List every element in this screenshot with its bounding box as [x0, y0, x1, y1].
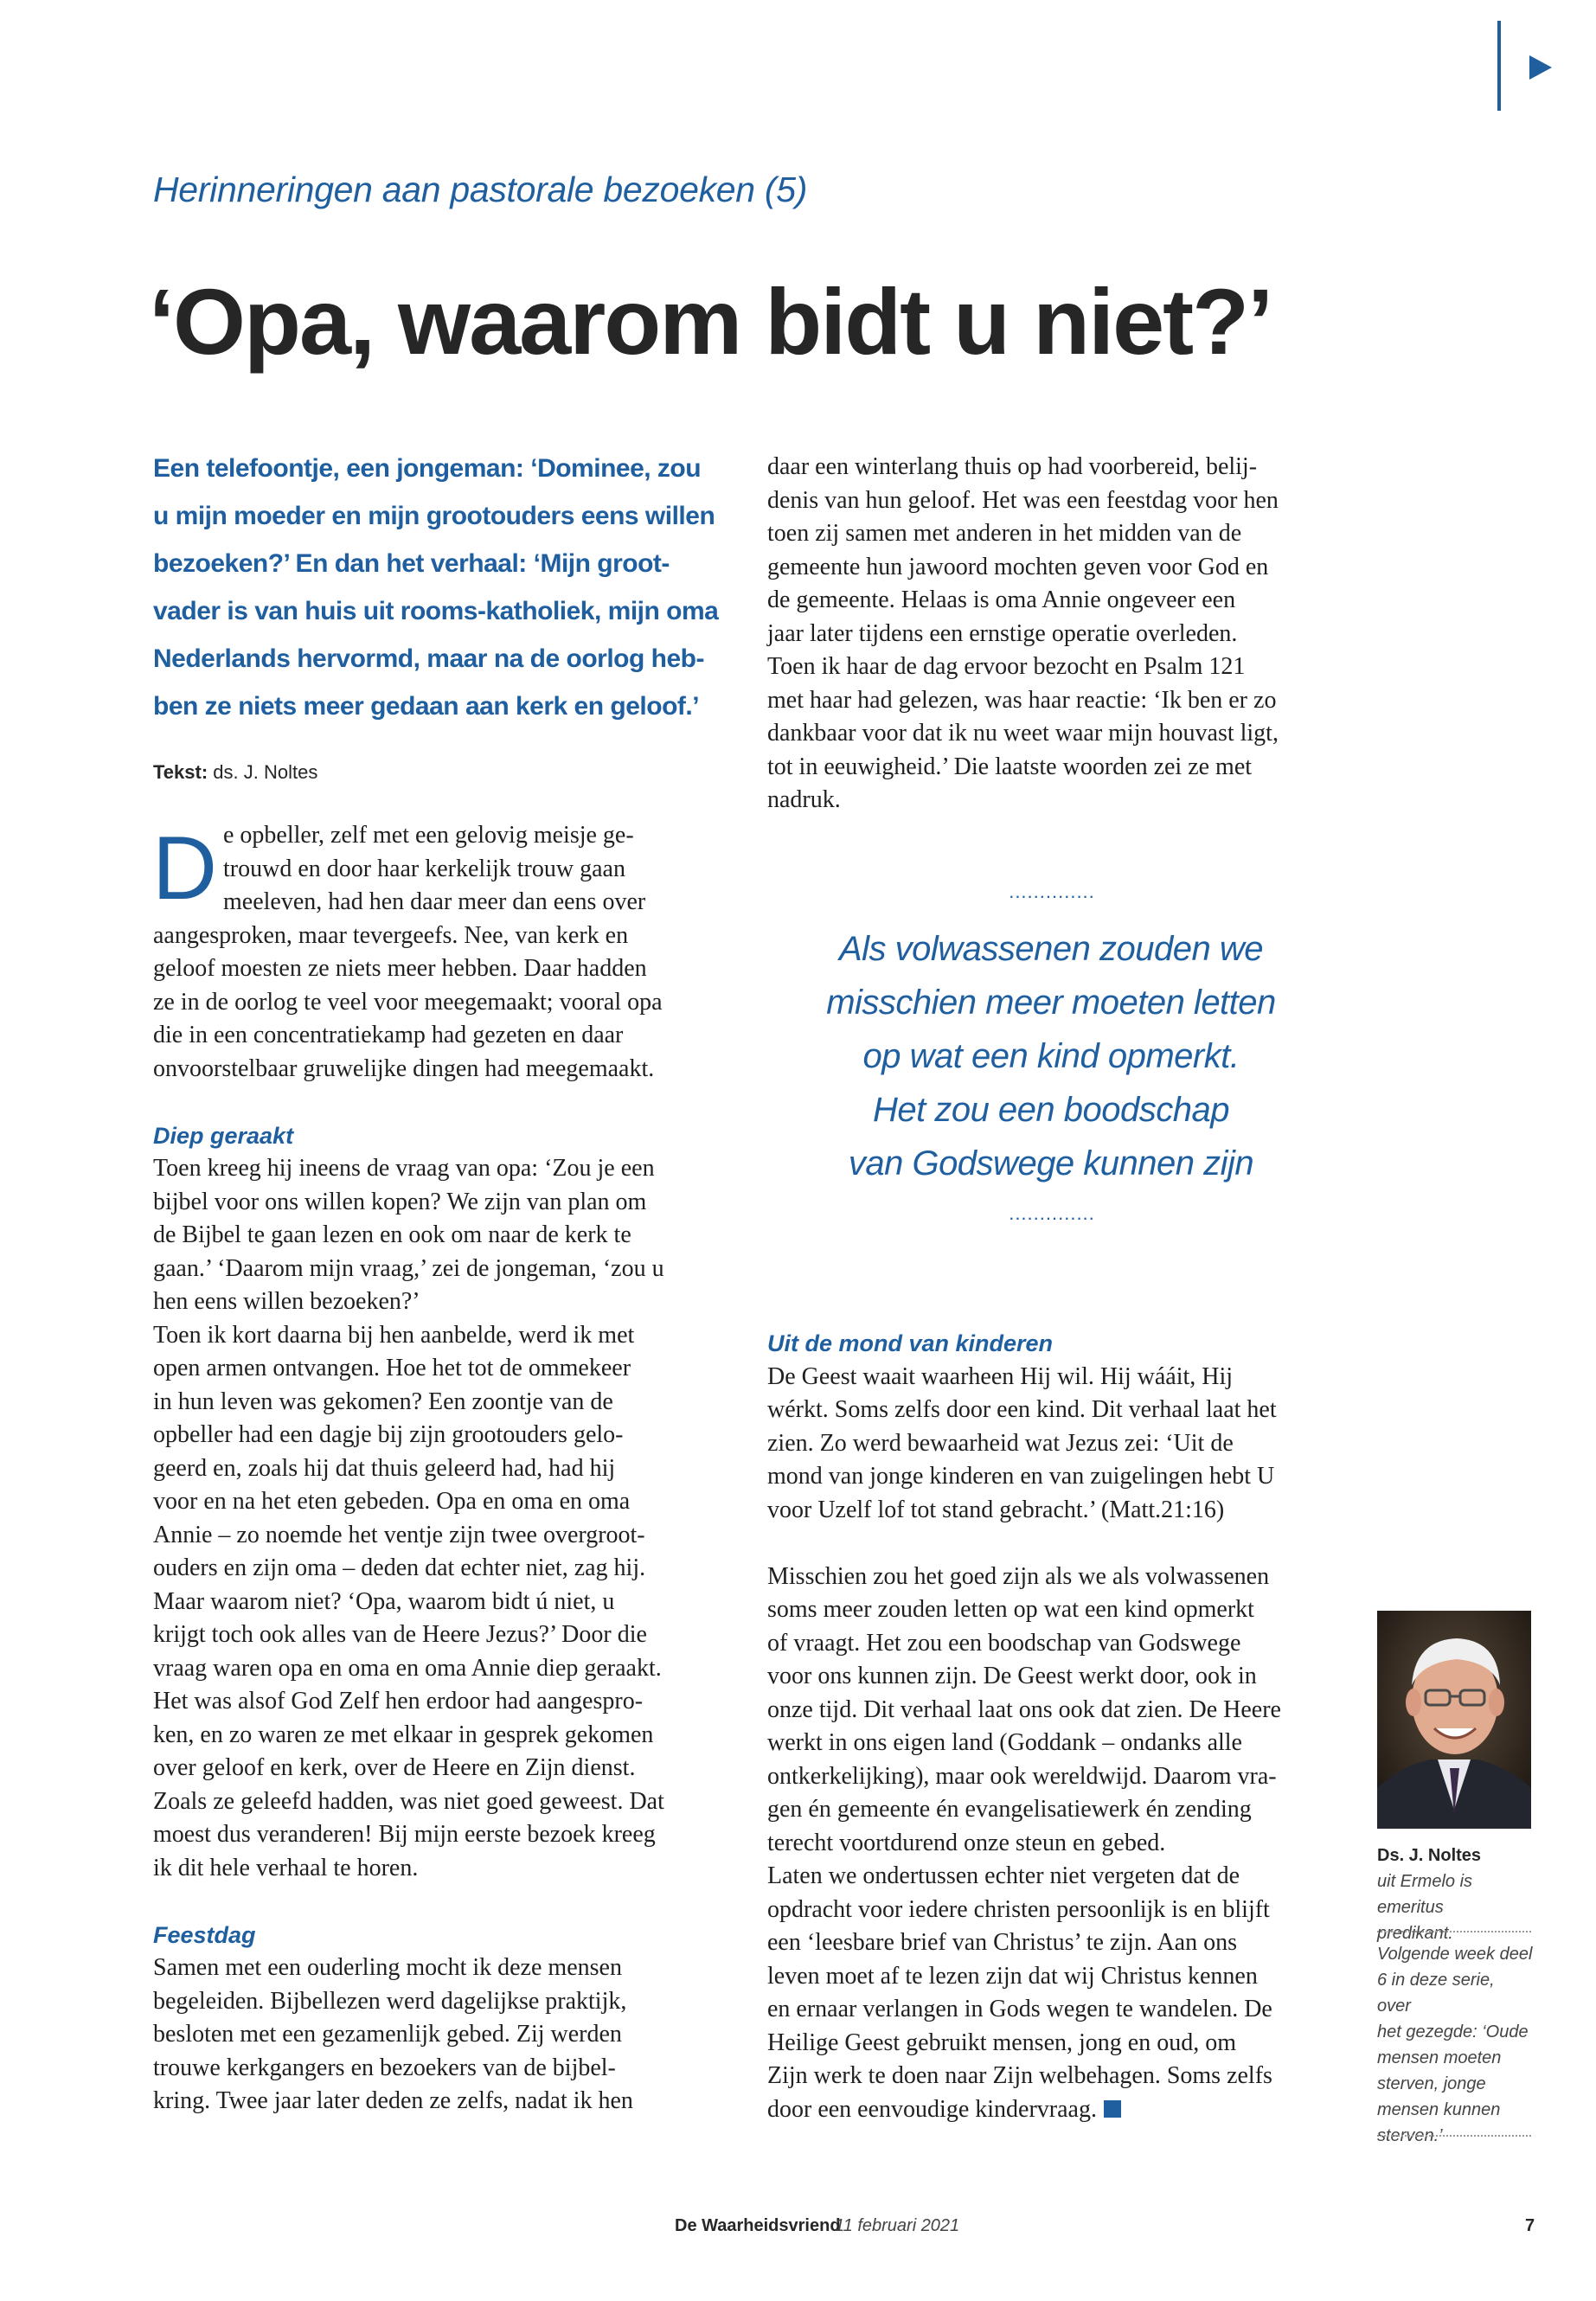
author-photo: [1377, 1611, 1531, 1829]
right-column-bottom: [767, 1327, 1281, 2126]
body-line: open armen ontvangen. Hoe het tot de ommekeer: [153, 1355, 631, 1381]
body-line: dankbaar voor dat ik nu weet waar mijn houvast ligt,: [767, 720, 1279, 747]
body-line: kring. Twee jaar later deden ze zelfs, nadat ik hen: [153, 2087, 633, 2114]
corner-rule: [1497, 21, 1501, 111]
next-week-line: sterven.’: [1377, 2126, 1443, 2145]
body-line: besloten met een gezamenlijk gebed. Zij werden: [153, 2021, 622, 2048]
subhead-uit-de-mond: Uit de mond van kinderen: [767, 1330, 1054, 1356]
body-line: met haar had gelezen, was haar reactie: ‘Ik ben er zo: [767, 686, 1277, 714]
body-line: gen én gemeente én evangelisatiewerk én zending: [767, 1796, 1252, 1823]
body-line: toen zij samen met anderen in het midden van de: [767, 520, 1242, 547]
body-line: en ernaar verlangen in Gods wegen te wandelen. De: [767, 1996, 1272, 2022]
body-line: gemeente hun jawoord mochten geven voor God en: [767, 553, 1269, 580]
body-line: voor en na het eten gebeden. Opa en oma en oma: [153, 1488, 631, 1515]
body-line: Laten we ondertussen echter niet vergeten dat de: [767, 1862, 1240, 1889]
author-bio-line: uit Ermelo is emeritus: [1377, 1872, 1473, 1917]
pullquote-dots-bottom: ..............: [1009, 1202, 1095, 1224]
body-line: hen eens willen bezoeken?’: [153, 1288, 420, 1315]
lead-line: bezoeken?’ En dan het verhaal: ‘Mijn groot-: [153, 549, 670, 578]
author-bio-line: predikant.: [1377, 1924, 1453, 1943]
pullquote-line: Het zou een boodschap: [872, 1091, 1230, 1129]
body-line: ken, en zo waren ze met elkaar in gesprek gekomen: [153, 1721, 654, 1748]
body-line: wérkt. Soms zelfs door een kind. Dit verhaal laat het: [767, 1396, 1277, 1423]
body-line: een ‘leesbare brief van Christus’ te zijn. Aan ons: [767, 1929, 1237, 1956]
author-name: Ds. J. Noltes: [1377, 1846, 1482, 1865]
article-title: ‘Opa, waarom bidt u niet?’: [149, 269, 1272, 374]
body-line-last: [767, 2093, 1281, 2127]
body-line: Het was alsof God Zelf hen erdoor had aangespro-: [153, 1688, 644, 1715]
pullquote-dots-top: ..............: [1009, 881, 1095, 902]
body-line: Samen met een ouderling mocht ik deze mensen: [153, 1954, 622, 1981]
body-line: zien. Zo werd bewaarheid wat Jezus zei: ‘Uit de: [767, 1429, 1234, 1457]
next-week-line: mensen kunnen: [1377, 2100, 1501, 2119]
body-line: voor Uzelf lof tot stand gebracht.’ (Matt.21:16): [767, 1496, 1225, 1523]
body-line: moest dus veranderen! Bij mijn eerste bezoek kreeg: [153, 1821, 656, 1848]
body-line: soms meer zouden letten op wat een kind opmerkt: [767, 1596, 1254, 1623]
body-line: De Geest waait waarheen Hij wil. Hij wááit, Hij: [767, 1362, 1234, 1390]
right-column-top: [767, 451, 1279, 817]
body-line: daar een winterlang thuis op had voorbereid, belij-: [767, 453, 1258, 480]
next-week-line: het gezegde: ‘Oude: [1377, 2022, 1529, 2041]
body-line: geerd en, zoals hij dat thuis geleerd had, had hij: [153, 1454, 616, 1482]
body-line: Misschien zou het goed zijn als we als volwassenen: [767, 1562, 1270, 1590]
body-line: krijgt toch ook alles van de Heere Jezus?’ Door die: [153, 1621, 647, 1648]
body-line: Zoals ze geleefd hadden, was niet goed geweest. Dat: [153, 1787, 664, 1815]
pullquote-line: Als volwassenen zouden we: [838, 930, 1264, 968]
pullquote-line: van Godswege kunnen zijn: [848, 1144, 1254, 1183]
body-line: opdracht voor iedere christen persoonlijk is en blijft: [767, 1895, 1270, 1923]
body-line: Annie – zo noemde het ventje zijn twee overgroot-: [153, 1521, 645, 1548]
body-line: mond van jonge kinderen en van zuigelingen hebt U: [767, 1463, 1275, 1490]
body-line: in hun leven was gekomen? Een zoontje van de: [153, 1388, 613, 1415]
body-line: de gemeente. Helaas is oma Annie ongeveer een: [767, 586, 1236, 613]
sidebar-divider-bottom: [1377, 2135, 1531, 2137]
body-line: Heilige Geest gebruikt mensen, jong en oud, om: [767, 2029, 1236, 2056]
sidebar-divider: [1377, 1931, 1531, 1932]
body-line: Toen kreeg hij ineens de vraag van opa: ‘Zou je een: [153, 1155, 655, 1182]
byline-label: Tekst:: [153, 761, 208, 783]
body-line: bijbel voor ons willen kopen? We zijn van plan om: [153, 1188, 647, 1215]
body-line: tot in eeuwigheid.’ Die laatste woorden zei ze met: [767, 753, 1253, 780]
lead-line: Nederlands hervormd, maar na de oorlog heb-: [153, 644, 704, 673]
lead-line: ben ze niets meer gedaan aan kerk en geloof.’: [153, 692, 700, 721]
body-line: voor ons kunnen zijn. De Geest werkt door, ook in: [767, 1663, 1257, 1689]
next-week-line: Volgende week deel: [1377, 1945, 1533, 1964]
next-week-note: [1377, 1941, 1533, 2149]
subhead-feestdag: Feestdag: [153, 1921, 256, 1948]
pullquote-line: op wat een kind opmerkt.: [862, 1037, 1240, 1075]
body-line: Toen ik kort daarna bij hen aanbelde, werd ik met: [153, 1321, 635, 1349]
body-line: leven moet af te lezen zijn dat wij Christus kennen: [767, 1962, 1258, 1990]
body-line: meeleven, had hen daar meer dan eens over: [223, 888, 646, 915]
body-line: trouwd en door haar kerkelijk trouw gaan: [223, 855, 625, 882]
left-column: [153, 819, 664, 2118]
byline-author: ds. J. Noltes: [213, 761, 318, 783]
body-line: ik dit hele verhaal te horen.: [153, 1854, 419, 1881]
body-line: Zijn werk te doen naar Zijn welbehagen. Soms zelfs: [767, 2062, 1272, 2089]
body-line: ontkerkelijking), maar ook wereldwijd. Daarom vra-: [767, 1762, 1277, 1790]
lead-line: vader is van huis uit rooms-katholiek, mijn oma: [153, 597, 719, 625]
next-page-arrow-icon[interactable]: [1529, 55, 1552, 80]
body-line: opbeller had een dagje bij zijn grootouders gelo-: [153, 1421, 624, 1448]
body-line: vraag waren opa en oma en oma Annie diep geraakt.: [153, 1654, 662, 1682]
series-kicker: Herinneringen aan pastorale bezoeken (5): [153, 170, 808, 209]
page-number: 7: [1525, 2216, 1535, 2235]
next-week-line: 6 in deze serie, over: [1377, 1971, 1495, 2016]
body-line: Maar waarom niet? ‘Opa, waarom bidt ú niet, u: [153, 1587, 615, 1615]
body-line: aangesproken, maar tevergeefs. Nee, van kerk en: [153, 921, 629, 949]
body-line: ouders en zijn oma – deden dat echter niet, zag hij.: [153, 1554, 646, 1581]
article-lead: [153, 445, 733, 730]
next-week-line: mensen moeten: [1377, 2048, 1502, 2067]
body-line: of vraagt. Het zou een boodschap van Godswege: [767, 1629, 1241, 1657]
body-line: begeleiden. Bijbellezen werd dagelijkse praktijk,: [153, 1987, 627, 2015]
end-mark-icon: [1104, 2100, 1121, 2118]
body-line: gaan.’ ‘Daarom mijn vraag,’ zei de jongeman, ‘zou u: [153, 1254, 664, 1282]
issue-date: 11 februari 2021: [835, 2216, 960, 2235]
body-line: trouwe kerkgangers en bezoekers van de bijbel-: [153, 2054, 616, 2081]
body-line: onze tijd. Dit verhaal laat ons ook dat zien. De Heere: [767, 1695, 1281, 1723]
body-line: ze in de oorlog te veel voor meegemaakt; vooral opa: [153, 988, 663, 1016]
body-line: de Bijbel te gaan lezen en ook om naar de kerk te: [153, 1221, 631, 1248]
magazine-name: De Waarheidsvriend: [675, 2216, 841, 2235]
body-line: onvoorstelbaar gruwelijke dingen had meegemaakt.: [153, 1054, 655, 1082]
last-line-text: door een eenvoudige kindervraag.: [767, 2095, 1097, 2123]
lead-line: Een telefoontje, een jongeman: ‘Dominee, zou: [153, 454, 702, 483]
body-line: e opbeller, zelf met een gelovig meisje ge-: [223, 822, 634, 849]
body-line: terecht voortdurend onze steun en gebed.: [767, 1829, 1166, 1856]
body-line: jaar later tijdens een ernstige operatie overleden.: [767, 619, 1238, 647]
byline: [153, 761, 317, 784]
body-line: die in een concentratiekamp had gezeten en daar: [153, 1022, 624, 1048]
drop-cap: D: [152, 818, 218, 919]
body-line: nadruk.: [767, 786, 841, 813]
body-line: denis van hun geloof. Het was een feestdag voor hen: [767, 486, 1279, 514]
body-line: over geloof en kerk, over de Heere en Zijn dienst.: [153, 1754, 636, 1781]
subhead-diep-geraakt: Diep geraakt: [153, 1122, 294, 1149]
pullquote-line: misschien meer moeten letten: [826, 984, 1276, 1022]
lead-line: u mijn moeder en mijn grootouders eens willen: [153, 502, 715, 530]
pullquote: [770, 922, 1332, 1190]
body-line: Toen ik haar de dag ervoor bezocht en Psalm 121: [767, 653, 1246, 680]
body-line: geloof moesten ze niets meer hebben. Daar hadden: [153, 955, 647, 982]
next-week-line: sterven, jonge: [1377, 2074, 1486, 2093]
body-line: werkt in ons eigen land (Goddank – ondanks alle: [767, 1729, 1242, 1756]
